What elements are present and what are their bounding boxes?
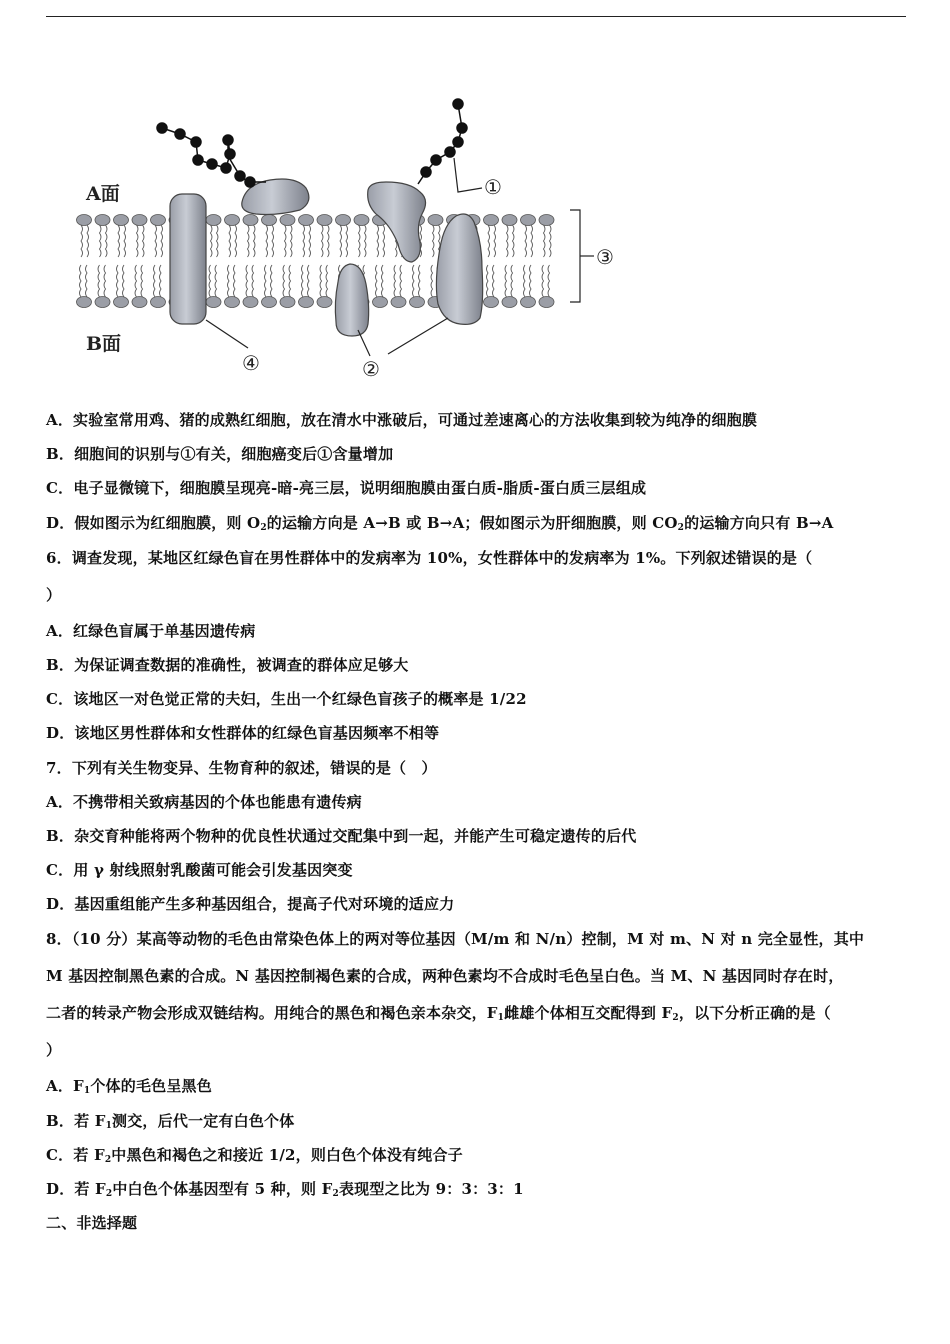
lipid-tail xyxy=(531,225,533,257)
lipid-tail xyxy=(431,265,433,297)
lipid-head xyxy=(502,297,517,308)
lipid-tail xyxy=(209,265,211,297)
lipid-tail xyxy=(303,225,305,257)
lipid-head xyxy=(243,215,258,226)
lipid-tail xyxy=(160,265,162,297)
lipid-tail xyxy=(246,265,248,297)
lipid-tail xyxy=(524,265,526,297)
lipid-tail xyxy=(340,225,342,257)
lipid-head xyxy=(225,215,240,226)
lipid-head xyxy=(299,215,314,226)
question-text xyxy=(46,403,916,1240)
lipid-tail xyxy=(86,265,88,297)
q8-stem-3 xyxy=(46,995,916,1032)
q5-option-d xyxy=(46,506,916,540)
membrane-figure xyxy=(70,92,630,392)
lipid-head xyxy=(336,215,351,226)
lipid-head xyxy=(428,215,443,226)
q5-option-a: A．实验室常用鸡、猪的成熟红细胞，放在清水中涨破后，可通过差速离心的方法收集到较为纯净的细胞膜 xyxy=(46,411,758,429)
lipid-head xyxy=(539,297,554,308)
lipid-tail xyxy=(525,225,527,257)
text-run: 二者的转录产物会形成双链结构。用纯合的黑色和褐色亲本杂交，F xyxy=(46,1004,498,1023)
lipid-head xyxy=(132,215,147,226)
lipid-tail xyxy=(254,225,256,257)
lipid-head xyxy=(206,215,221,226)
lipid-tail xyxy=(87,225,89,257)
text-run: 中黑色和褐色之和接近 1/2，则白色个体没有纯合子 xyxy=(111,1145,463,1164)
embedded-protein-bottom xyxy=(335,264,368,336)
lipid-head xyxy=(521,297,536,308)
text-run: 个体的毛色呈黑色 xyxy=(90,1077,212,1096)
lipid-tail xyxy=(271,265,273,297)
lipid-tail xyxy=(235,225,237,257)
lipid-head xyxy=(132,297,147,308)
lipid-head xyxy=(317,297,332,308)
lipid-tail xyxy=(548,265,550,297)
lipid-head xyxy=(521,215,536,226)
sugar-chain-right xyxy=(418,99,467,184)
q6-stem: 6．调查发现，某地区红绿色盲在男性群体中的发病率为 10%，女性群体中的发病率为 1%。下列叙述错误的是（ xyxy=(46,548,813,567)
marker-1: ① xyxy=(484,175,502,199)
lipid-tail xyxy=(100,225,102,257)
lipid-head xyxy=(114,297,129,308)
lipid-tail xyxy=(377,225,379,257)
q7-stem: 7．下列有关生物变异、生物育种的叙述，错误的是（ ） xyxy=(46,758,437,777)
q6-option-a: A．红绿色盲属于单基因遗传病 xyxy=(46,621,256,640)
lipid-tail xyxy=(513,225,515,257)
lipid-tail xyxy=(413,265,415,297)
lipid-head xyxy=(299,297,314,308)
lipid-tail xyxy=(106,225,108,257)
lipid-head xyxy=(95,215,110,226)
lipid-head xyxy=(114,215,129,226)
membrane-diagram xyxy=(70,92,630,392)
lipid-tail xyxy=(215,265,217,297)
q5-option-c: C．电子显微镜下，细胞膜呈现亮-暗-亮三层，说明细胞膜由蛋白质-脂质-蛋白质三层组成 xyxy=(46,479,647,498)
marker-2: ② xyxy=(362,357,380,381)
lipid-tail xyxy=(382,265,384,297)
text-run: A．F xyxy=(46,1077,84,1096)
q8-stem-1: 8．（10 分）某高等动物的毛色由常染色体上的两对等位基因（M/m 和 N/n）控制，M 对 m、N 对 n 完全显性，其中 xyxy=(46,930,865,949)
text-run: B．若 F xyxy=(46,1111,106,1130)
subscript: 2 xyxy=(677,522,685,533)
lipid-tail xyxy=(248,225,250,257)
lipid-tail xyxy=(383,225,385,257)
lipid-tail xyxy=(117,265,119,297)
subscript: 2 xyxy=(672,1013,679,1024)
subscript: 2 xyxy=(260,522,267,533)
text-run: 表现型之比为 9：3：3：1 xyxy=(338,1180,524,1198)
lipid-tail xyxy=(487,265,489,297)
lipid-head xyxy=(243,297,258,308)
lipid-tail xyxy=(104,265,106,297)
lipid-head xyxy=(262,297,277,308)
lipid-tail xyxy=(302,265,304,297)
lipid-head xyxy=(391,297,406,308)
text-run: 雌雄个体相互交配得到 F xyxy=(504,1004,673,1023)
q8-option-c xyxy=(46,1138,916,1172)
lipid-head xyxy=(225,297,240,308)
sugar-chain-left xyxy=(157,123,266,187)
lipid-tail xyxy=(511,265,513,297)
lipid-tail xyxy=(289,265,291,297)
lipid-tail xyxy=(376,265,378,297)
marker-4: ④ xyxy=(242,351,260,375)
subscript: 1 xyxy=(497,1013,505,1024)
lipid-tail xyxy=(433,225,435,257)
transmembrane-protein xyxy=(436,214,482,324)
channel-protein-4 xyxy=(170,194,206,324)
lipid-head xyxy=(484,297,499,308)
q7-option-a: A．不携带相关致病基因的个体也能患有遗传病 xyxy=(46,792,362,811)
surface-b-label: B面 xyxy=(86,333,122,355)
lipid-tail xyxy=(507,225,509,257)
lipid-tail xyxy=(328,225,330,257)
lipid-head xyxy=(502,215,517,226)
q7-option-b: B．杂交育种能将两个物种的优良性状通过交配集中到一起，并能产生可稳定遗传的后代 xyxy=(46,826,637,845)
lipid-tail xyxy=(308,265,310,297)
lipid-head xyxy=(280,297,295,308)
lipid-tail xyxy=(320,265,322,297)
lipid-tail xyxy=(135,265,137,297)
lipid-tail xyxy=(272,225,274,257)
lipid-tail xyxy=(217,225,219,257)
lipid-tail xyxy=(322,225,324,257)
q8-stem-close: ） xyxy=(46,1041,62,1060)
lipid-head xyxy=(77,297,92,308)
lipid-head xyxy=(354,215,369,226)
header-rule xyxy=(46,16,906,17)
lipid-tail xyxy=(81,225,83,257)
lipid-tail xyxy=(143,225,145,257)
lipid-head xyxy=(151,297,166,308)
q6-stem-close: ） xyxy=(46,585,62,604)
lipid-tail xyxy=(161,225,163,257)
lipid-tail xyxy=(309,225,311,257)
lipid-tail xyxy=(488,225,490,257)
subscript: 1 xyxy=(105,1120,113,1131)
phospholipid-heads-top xyxy=(77,215,555,226)
text-run: D．假如图示为红细胞膜，则 O xyxy=(46,513,261,532)
q8-option-b xyxy=(46,1104,916,1138)
lipid-tail xyxy=(359,225,361,257)
q7-option-c: C．用 γ 射线照射乳酸菌可能会引发基因突变 xyxy=(46,861,353,880)
surface-a-label: A面 xyxy=(86,183,120,205)
text-run: C．若 F xyxy=(46,1145,105,1164)
subscript: 2 xyxy=(332,1189,339,1199)
q5-option-b: B．细胞间的识别与①有关，细胞癌变后①含量增加 xyxy=(46,445,394,464)
lipid-tail xyxy=(98,265,100,297)
lipid-tail xyxy=(544,225,546,257)
lipid-tail xyxy=(137,225,139,257)
lipid-head xyxy=(262,215,277,226)
lipid-tail xyxy=(530,265,532,297)
subscript: 2 xyxy=(104,1154,112,1165)
lipid-tail xyxy=(394,265,396,297)
lipid-head xyxy=(410,297,425,308)
q7-option-d: D．基因重组能产生多种基因组合，提高子代对环境的适应力 xyxy=(46,895,455,914)
text-run: 测交，后代一定有白色个体 xyxy=(112,1111,295,1130)
lipid-tail xyxy=(252,265,254,297)
text-run: 的运输方向只有 B→A xyxy=(684,513,834,532)
lipid-tail xyxy=(234,265,236,297)
lipid-head xyxy=(280,215,295,226)
lipid-head xyxy=(317,215,332,226)
q8-option-d xyxy=(46,1172,916,1206)
lipid-head xyxy=(77,215,92,226)
lipid-tail xyxy=(265,265,267,297)
lipid-tail xyxy=(123,265,125,297)
text-run: 的运输方向是 A→B 或 B→A；假如图示为肝细胞膜，则 CO xyxy=(266,513,678,532)
lipid-tail xyxy=(346,225,348,257)
lipid-tail xyxy=(118,225,120,257)
lipid-head xyxy=(373,297,388,308)
lipid-tail xyxy=(291,225,293,257)
lipid-tail xyxy=(228,265,230,297)
subscript: 1 xyxy=(83,1086,91,1097)
lipid-head xyxy=(206,297,221,308)
section-heading: 二、非选择题 xyxy=(46,1214,138,1233)
text-run: 中白色个体基因型有 5 种，则 F xyxy=(112,1180,333,1198)
lipid-tail xyxy=(80,265,82,297)
lipid-tail xyxy=(326,265,328,297)
lipid-tail xyxy=(155,225,157,257)
q6-option-b: B．为保证调查数据的准确性，被调查的群体应足够大 xyxy=(46,655,409,674)
lipid-tail xyxy=(419,265,421,297)
q6-option-c: C．该地区一对色觉正常的夫妇，生出一个红绿色盲孩子的概率是 1/22 xyxy=(46,690,527,709)
lipid-tail xyxy=(211,225,213,257)
lipid-head xyxy=(95,297,110,308)
lipid-tail xyxy=(285,225,287,257)
q8-stem-2: M 基因控制黑色素的合成。N 基因控制褐色素的合成，两种色素均不合成时毛色呈白色。当 M、N 基因同时存在时， xyxy=(46,967,844,986)
text-run: D．若 F xyxy=(46,1180,106,1198)
lipid-head xyxy=(151,215,166,226)
lipid-tail xyxy=(154,265,156,297)
lipid-tail xyxy=(550,225,552,257)
lipid-tail xyxy=(542,265,544,297)
lipid-tail xyxy=(283,265,285,297)
subscript: 2 xyxy=(105,1189,113,1199)
lipid-head xyxy=(484,215,499,226)
lipid-tail xyxy=(266,225,268,257)
lipid-head xyxy=(539,215,554,226)
lipid-tail xyxy=(505,265,507,297)
q8-option-a xyxy=(46,1069,916,1103)
lipid-tail xyxy=(141,265,143,297)
q6-option-d: D．该地区男性群体和女性群体的红绿色盲基因频率不相等 xyxy=(46,724,440,743)
lipid-tail xyxy=(400,265,402,297)
lipid-tail xyxy=(365,225,367,257)
text-run: ，以下分析正确的是（ xyxy=(678,1004,831,1023)
lipid-tail xyxy=(229,225,231,257)
lipid-tail xyxy=(493,265,495,297)
lipid-tail xyxy=(494,225,496,257)
marker-3: ③ xyxy=(596,245,614,269)
lipid-tail xyxy=(124,225,126,257)
